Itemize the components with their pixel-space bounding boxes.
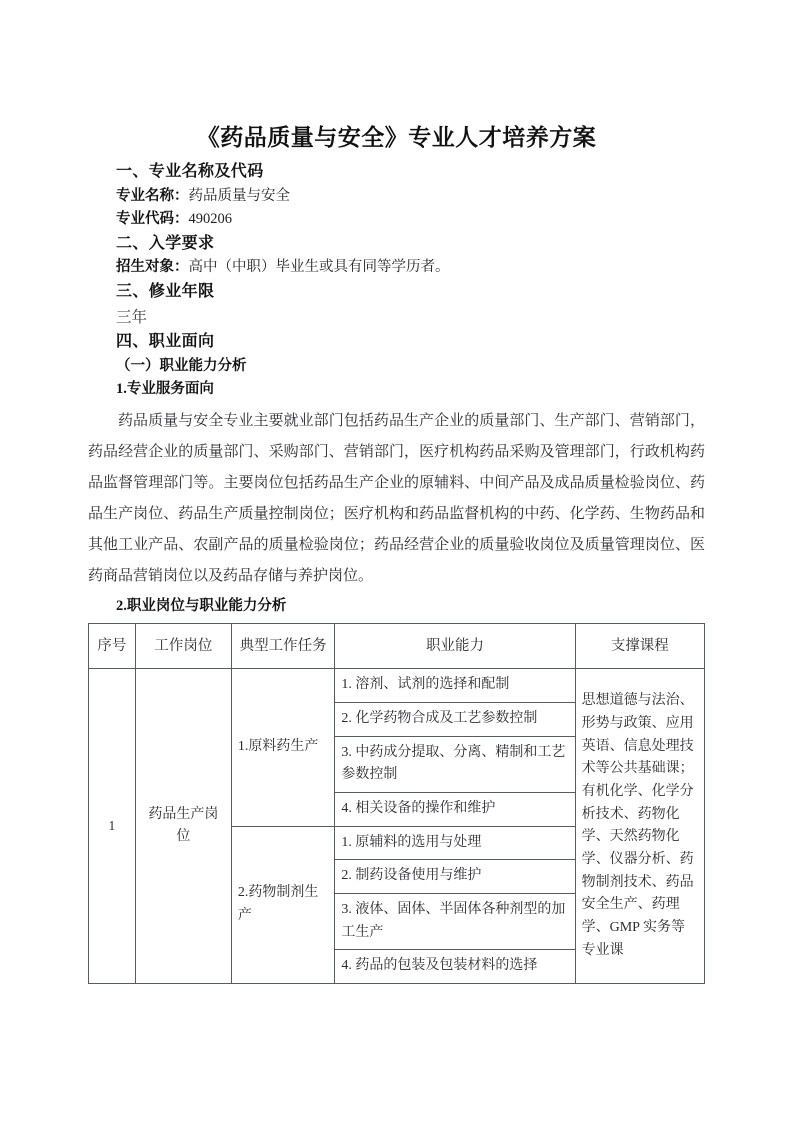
section-heading-2: 二、入学要求	[116, 234, 215, 252]
major-code-line	[88, 208, 705, 231]
table-header-cell: 工作岗位	[135, 624, 231, 669]
table-row	[89, 669, 705, 703]
subsection-heading-4-1-2: 2.职业岗位与职业能力分析	[116, 598, 287, 615]
section-heading-3: 三、修业年限	[116, 282, 215, 300]
enrollment-label: 招生对象：	[116, 259, 189, 276]
ability-cell: 1. 溶剂、试剂的选择和配制	[335, 669, 575, 703]
ability-cell: 2. 化学药物合成及工艺参数控制	[335, 703, 575, 737]
table-header-cell: 典型工作任务	[231, 624, 334, 669]
enrollment-value: 高中（中职）毕业生或具有同等学历者。	[188, 259, 450, 276]
table-header-row	[89, 624, 705, 669]
table-header-cell: 职业能力	[335, 624, 575, 669]
major-name-label: 专业名称：	[116, 187, 189, 204]
ability-cell: 2. 制药设备使用与维护	[335, 860, 575, 894]
service-paragraph: 药品质量与安全专业主要就业部门包括药品生产企业的质量部门、生产部门、营销部门，药品经营企业的质量部门、采购部门、营销部门，医疗机构药品采购及管理部门，行政机构药品监督管理部门等。主要岗位包括药品生产企业的原辅料、中间产品及成品质量检验岗位、药品生产岗位、药品生产质量控制岗位；医疗机构和药品监督机构的中药、化学药、生物药品和其他工业产品、农副产品的质量检验岗位；药品经营企业的质量验收岗位及质量管理岗位、医药商品营销岗位以及药品存储与养护岗位。	[88, 412, 705, 585]
ability-cell: 1. 原辅料的选用与处理	[335, 826, 575, 860]
ability-cell: 4. 药品的包装及包装材料的选择	[335, 950, 575, 984]
career-ability-table	[88, 623, 705, 984]
major-name-line	[88, 185, 705, 208]
ability-cell: 4. 相关设备的操作和维护	[335, 793, 575, 827]
ability-cell: 3. 中药成分提取、分离、精制和工艺参数控制	[335, 736, 575, 792]
subsection-heading-4-1-1: 1.专业服务面向	[116, 380, 214, 397]
work-post-cell: 药品生产岗位	[135, 669, 231, 984]
task-cell: 2.药物制剂生产	[231, 826, 334, 983]
page-title: 《药品质量与安全》专业人才培养方案	[196, 125, 597, 150]
major-code-label: 专业代码：	[116, 211, 189, 228]
career-ability-table-wrap	[88, 623, 705, 984]
section-heading-4: 四、职业面向	[116, 332, 215, 350]
courses-cell: 思想道德与法治、形势与政策、应用英语、信息处理技术等公共基础课； 有机化学、化学分析技术、药物化学、天然药物化学、仪器分析、药物制剂技术、药品安全生产、药理学、GMP 实务等专业课	[575, 669, 704, 984]
subsection-heading-4-1: （一）职业能力分析	[116, 357, 247, 374]
major-name-value: 药品质量与安全	[188, 187, 290, 204]
section-heading-1: 一、专业名称及代码	[116, 162, 264, 180]
ability-cell: 3. 液体、固体、半固体各种剂型的加工生产	[335, 894, 575, 950]
document-content	[88, 0, 705, 984]
major-code-value: 490206	[188, 211, 232, 228]
row-number-cell: 1	[89, 669, 136, 984]
table-header-cell: 序号	[89, 624, 136, 669]
enrollment-line	[88, 256, 705, 279]
duration-value: 三年	[116, 308, 148, 326]
table-header-cell: 支撑课程	[575, 624, 704, 669]
task-cell: 1.原料药生产	[231, 669, 334, 826]
